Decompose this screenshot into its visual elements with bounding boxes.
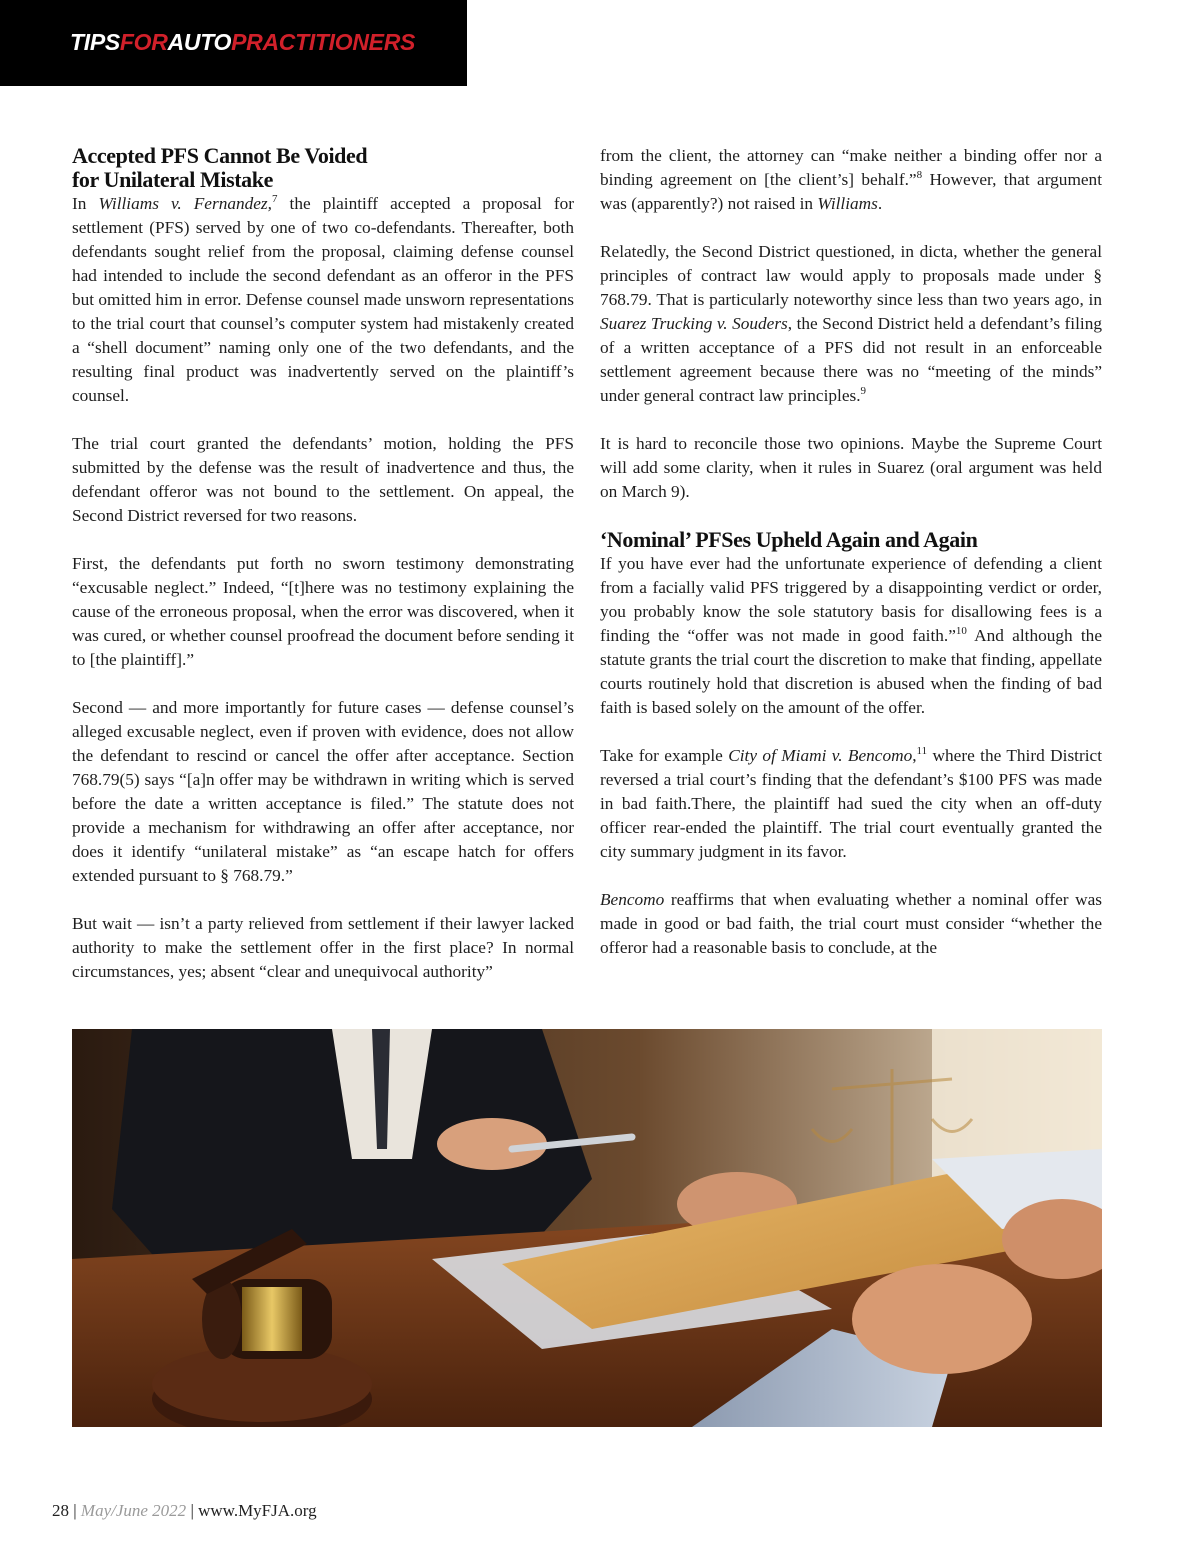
case-citation: Williams v. Fernandez, (98, 194, 272, 213)
right-column (600, 144, 1102, 960)
issue-date: May/June 2022 (80, 1501, 187, 1520)
case-citation: Williams (817, 194, 878, 213)
website-link[interactable]: www.MyFJA.org (198, 1501, 317, 1520)
case-citation: Bencomo (600, 890, 665, 909)
footnote-ref: 11 (916, 745, 928, 758)
paragraph: from the client, the attorney can “make neither a binding offer nor a binding agreement on [the client’s] behalf.”$^8$ However, that argument was (apparently?) not raised in Williams. (600, 146, 1102, 213)
page-footer: 28 | May/June 2022 | www.MyFJA.org (52, 1501, 317, 1520)
paragraph: Relatedly, the Second District questioned, in dicta, whether the general principles of contract law would apply to proposals made under § 768.79. That is particularly noteworthy since less than two years ago, in Suarez Trucking v. Souders, the Second District held a defendant’s filing of a written acceptance of a PFS did not result in an enforceable settlement agreement because there was no “meeting of the minds” under general contract law principles.$^9$ (600, 242, 1102, 405)
paragraph: But wait — isn’t a party relieved from settlement if their lawyer lacked authority to make the settlement offer in the first place? In normal circumstances, yes; absent “clear and unequivocal authority” (72, 914, 574, 981)
case-citation: City of Miami v. Bencomo (728, 746, 913, 765)
photo-illustration (72, 1029, 1102, 1427)
section-heading-nominal-pfses: ‘Nominal’ PFSes Upheld Again and Again (600, 527, 978, 552)
section-heading-unilateral-mistake: Accepted PFS Cannot Be Voided for Unilateral Mistake (72, 143, 368, 192)
page-number: 28 (52, 1501, 69, 1520)
paragraph: First, the defendants put forth no sworn testimony demonstrating “excusable neglect.” Indeed, “[t]here was no testimony explaining the cause of the erroneous proposal, when the error was discovered, when it was cured, or whether counsel proofread the document before sending it to [the plaintiff].” (72, 554, 574, 669)
footnote-ref: 7 (271, 193, 278, 206)
paragraph: Second — and more importantly for future cases — defense counsel’s alleged excusable neglect, even if proven with evidence, does not allow the defendant to rescind or cancel the offer after acceptance. Section 768.79(5) says “[a]n offer may be withdrawn in writing which is served before the date a written acceptance is filed.” The statute does not provide a mechanism for withdrawing an offer after acceptance, nor does it identify “unilateral mistake” as “an escape hatch for offers extended pursuant to § 768.79.” (72, 698, 574, 885)
section-banner (0, 0, 467, 86)
article-photo-lawyer-handing-envelope (72, 1029, 1102, 1427)
paragraph: The trial court granted the defendants’ motion, holding the PFS submitted by the defense was the result of inadvertence and thus, the defendant offeror was not bound to the settlement. On appeal, the Second District reversed for two reasons. (72, 434, 574, 525)
section-banner-title: TIPSFORAUTOPRACTITIONERS (70, 29, 416, 55)
paragraph: It is hard to reconcile those two opinions. Maybe the Supreme Court will add some clarity, when it rules in Suarez (oral argument was held on March 9). (600, 434, 1102, 501)
case-citation: Suarez Trucking v. Souders (600, 314, 788, 333)
footnote-ref: 9 (860, 385, 867, 398)
footnote-ref: 10 (955, 625, 967, 638)
paragraph: In Williams v. Fernandez,$^7$ the plaintiff accepted a proposal for settlement (PFS) served by one of two co-defendants. Thereafter, both defendants sought relief from the proposal, claiming defense counsel had intended to include the second defendant as an offeror in the PFS but omitted him in error. Defense counsel made unsworn representations to the trial court that counsel’s computer system had mistakenly created a “shell document” naming only one of the two defendants, and the resulting final product was inadvertently served on the plaintiff’s counsel. (72, 193, 575, 405)
left-column (72, 144, 574, 984)
paragraph: Take for example City of Miami v. Bencomo,$^{11}$ where the Third District reversed a trial court’s finding that the defendant’s $100 PFS was made in bad faith.There, the plaintiff had sued the city when an off-duty officer rear-ended the plaintiff. The trial court eventually granted the city summary judgment in its favor. (600, 745, 1102, 861)
paragraph: If you have ever had the unfortunate experience of defending a client from a facially valid PFS triggered by a disappointing verdict or order, you probably know the sole statutory basis for disallowing fees is a finding the “offer was not made in good faith.”$^{10}$ And although the statute grants the trial court the discretion to make that finding, appellate courts routinely hold that discretion is abused when the finding of bad faith is based solely on the amount of the offer. (600, 554, 1102, 717)
footnote-ref: 8 (916, 169, 923, 182)
paragraph: Bencomo reaffirms that when evaluating whether a nominal offer was made in good or bad faith, the trial court must consider “whether the offeror had a reasonable basis to conclude, at the (600, 890, 1102, 957)
